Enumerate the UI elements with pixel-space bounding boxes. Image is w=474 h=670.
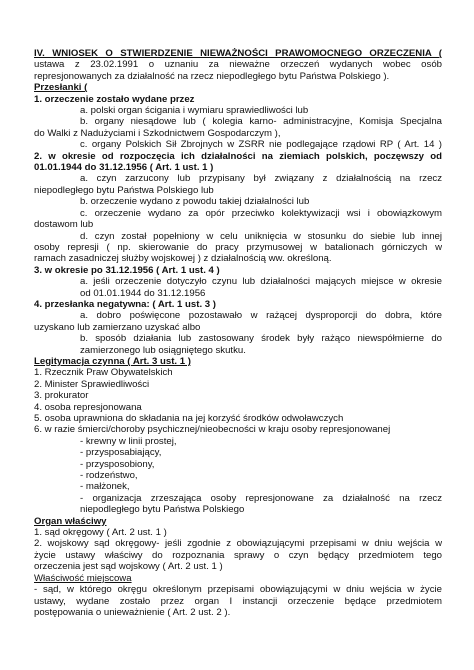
text-line: niepodległego bytu Państwa Polskiego lub [34, 184, 214, 196]
text-line: Legitymacja czynna ( Art. 3 ust. 1 ) [34, 355, 191, 367]
text-line: ustawa z 23.02.1991 o uznaniu za nieważne orzeczeń wydanych wobec osób [34, 59, 442, 71]
text-line: 1. orzeczenie zostało wydane przez [34, 93, 195, 105]
text-line: 4. osoba represjonowana [34, 401, 142, 413]
text-line: 2. w okresie od rozpoczęcia ich działalności na ziemiach polskich, poczęwszy od [34, 150, 442, 162]
text-line: uzyskano lub zamierzano uzyskać albo [34, 321, 201, 333]
text-line: orzeczenia jest sąd wojskowy ( Art. 2 ust. 1 ) [34, 561, 223, 573]
text-line: a. polski organ ścigania i wymiaru sprawiedliwości lub [80, 105, 309, 117]
text-line: Przesłanki ( [34, 82, 88, 94]
text-line: życie ustawy właściwy do rozpoznania sprawy o czyn będący przedmiotem tego [34, 549, 442, 561]
text-line: - rodzeństwo, [80, 470, 138, 482]
text-line: 5. osoba uprawniona do składania na jej korzyść środków odwoławczych [34, 413, 344, 424]
text-line: niepodległego bytu Państwa Polskiego [80, 504, 245, 516]
text-line: ustawy, wydane zostało przez organ I instancji orzeczenie będące przedmiotem [34, 595, 442, 607]
text-line: 3. prokurator [34, 390, 89, 402]
text-line: ramach zasadniczej służby wojskowej ) z działalnością ww. określoną. [34, 253, 332, 265]
text-line: a. czyn zarzucony lub przypisany był związany z działalnością na rzecz [80, 173, 442, 185]
text-line: c. orzeczenie wydano za opór przeciwko kolektywizacji wsi i obowiązkowym [80, 207, 442, 219]
text-line: b. organy niesądowe lub ( kolegia karno- administracyjne, Komisja Specjalna [80, 116, 442, 128]
text-line: dostawom lub [34, 219, 94, 231]
text-line: d. czyn został popełniony w celu uniknięcia w stosunku do siebie lub innej [80, 230, 442, 242]
text-line: do Walki z Nadużyciami i Szkodnictwem Gospodarczym ), [34, 127, 281, 139]
text-line: a. jeśli orzeczenie dotyczyło czynu lub działalności mających miejsce w okresie [80, 276, 442, 288]
text-line: 2. wojskowy sąd okręgowy- jeśli zgodnie z obowiązującymi przepisami w dniu wejścia w [34, 538, 442, 550]
text-line: 1. sąd okręgowy ( Art. 2 ust. 1 ) [34, 527, 167, 539]
text-line: postępowania o unieważnienie ( Art. 2 ust. 2 ). [34, 606, 231, 618]
text-line: Organ właściwy [34, 515, 107, 527]
text-line: - organizacja zrzeszająca osoby represjonowane za działalność na rzecz [80, 492, 442, 504]
text-line: osoby represji ( np. skierowanie do pracy przymusowej w batalionach górniczych w [34, 241, 442, 253]
text-line: a. dobro poświęcone pozostawało w rażącej dysproporcji do dobra, które [80, 310, 442, 322]
text-line: od 01.01.1944 do 31.12.1956 [80, 287, 206, 299]
text-line: c. organy Polskich Sił Zbrojnych w ZSRR nie podlegające rządowi RP ( Art. 14 ) [80, 139, 442, 151]
text-line: b. orzeczenie wydano z powodu takiej działalności lub [80, 196, 310, 208]
text-line: - przysposabiający, [80, 447, 162, 459]
text-line: 4. przesłanka negatywna: ( Art. 1 ust. 3 ) [34, 298, 216, 310]
text-line: IV. WNIOSEK O STWIERDZENIE NIEWAŻNOŚCI PRAWOMOCNEGO ORZECZENIA ( [34, 48, 442, 59]
text-line: b. sposób działania lub zastosowany środek były rażąco niewspółmierne do [80, 333, 442, 345]
text-line: - przysposobiony, [80, 458, 155, 470]
text-line: zamierzonego lub osiągniętego skutku. [80, 344, 246, 356]
text-line: 6. w razie śmierci/choroby psychicznej/nieobecności w kraju osoby represjonowanej [34, 424, 391, 436]
text-line: Właściwość miejscowa [34, 572, 132, 584]
text-line: 3. w okresie po 31.12.1956 ( Art. 1 ust. 4 ) [34, 264, 220, 276]
text-line: - krewny w linii prostej, [80, 435, 177, 447]
document-page [34, 48, 442, 618]
text-line: 2. Minister Sprawiedliwości [34, 378, 150, 390]
text-line: - sąd, w którego okręgu określonym przepisami obowiązującymi w dniu wejścia w życie [34, 584, 442, 596]
text-line: 01.01.1944 do 31.12.1956 ( Art. 1 ust. 1 ) [34, 162, 214, 174]
text-line: 1. Rzecznik Praw Obywatelskich [34, 367, 173, 379]
text-line: - małżonek, [80, 481, 130, 493]
text-line: represjonowanych za działalność na rzecz niepodległego bytu Państwa Polskiego ). [34, 70, 390, 82]
